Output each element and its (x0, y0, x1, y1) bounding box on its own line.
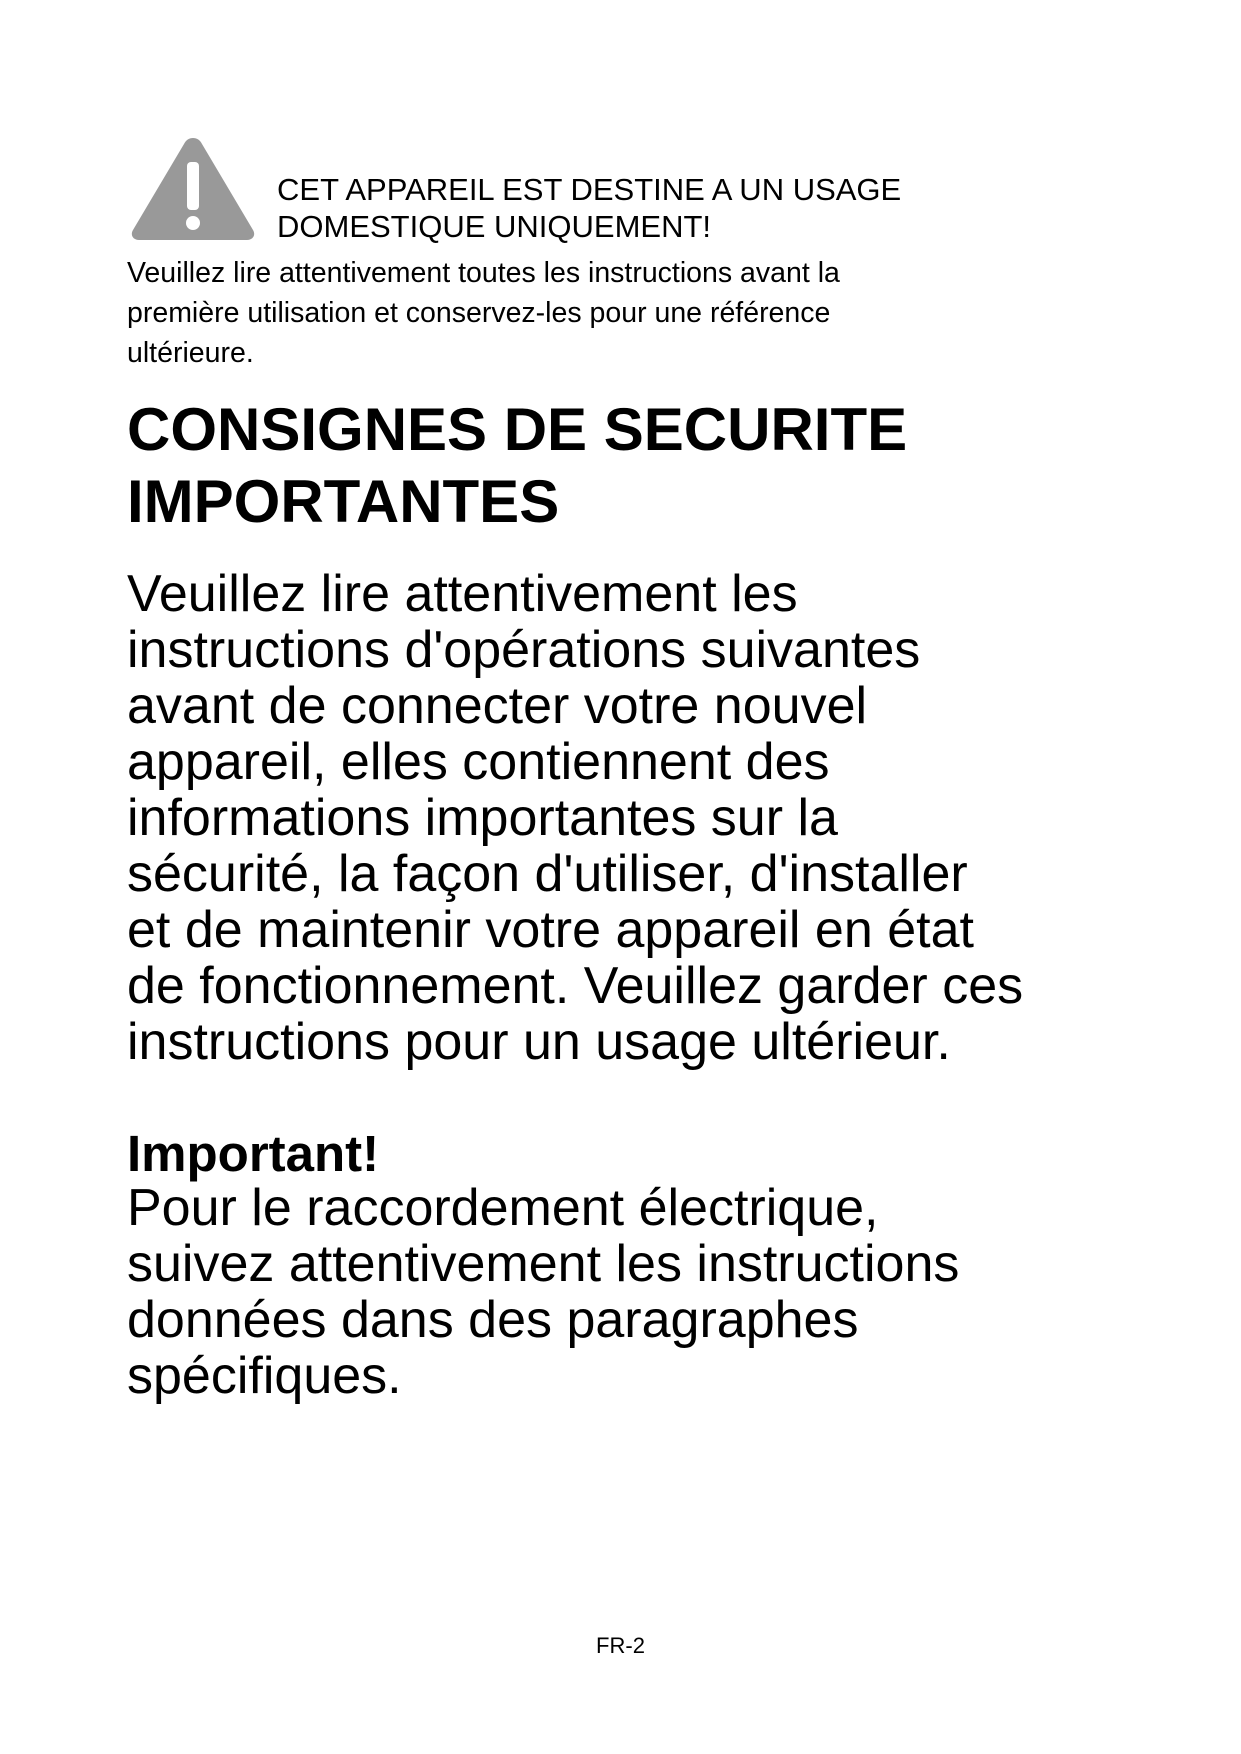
warning-title-line2: DOMESTIQUE UNIQUEMENT! (277, 209, 712, 244)
intro-line3: ultérieure. (127, 337, 254, 369)
body-line: et de maintenir votre appareil en état (127, 901, 974, 959)
page-title-line1: CONSIGNES DE SECURITE (127, 396, 908, 463)
important-paragraph (127, 1180, 1187, 1404)
body-line: avant de connecter votre nouvel (127, 677, 868, 735)
intro-paragraph (127, 253, 1127, 373)
important-line: spécifiques. (127, 1347, 402, 1405)
important-line: données dans des paragraphes (127, 1291, 859, 1349)
body-line: appareil, elles contiennent des (127, 733, 830, 791)
body-line: instructions d'opérations suivantes (127, 621, 921, 679)
body-paragraph (127, 566, 1187, 1070)
warning-triangle-icon (129, 134, 257, 244)
intro-line2: première utilisation et conservez-les pour une référence (127, 297, 831, 329)
intro-line1: Veuillez lire attentivement toutes les instructions avant la (127, 257, 840, 289)
warning-title-line1: CET APPAREIL EST DESTINE A UN USAGE (277, 172, 902, 207)
body-line: informations importantes sur la (127, 789, 838, 847)
important-line: Pour le raccordement électrique, (127, 1179, 879, 1237)
page-number: FR-2 (596, 1633, 645, 1658)
page-title (127, 394, 1177, 538)
important-label: Important! (127, 1125, 380, 1182)
important-line: suivez attentivement les instructions (127, 1235, 960, 1293)
page-title-line2: IMPORTANTES (127, 468, 560, 535)
body-line: sécurité, la façon d'utiliser, d'installer (127, 845, 968, 903)
body-line: Veuillez lire attentivement les (127, 565, 798, 623)
body-line: instructions pour un usage ultérieur. (127, 1013, 951, 1071)
warning-title (277, 171, 901, 245)
body-line: de fonctionnement. Veuillez garder ces (127, 957, 1024, 1015)
